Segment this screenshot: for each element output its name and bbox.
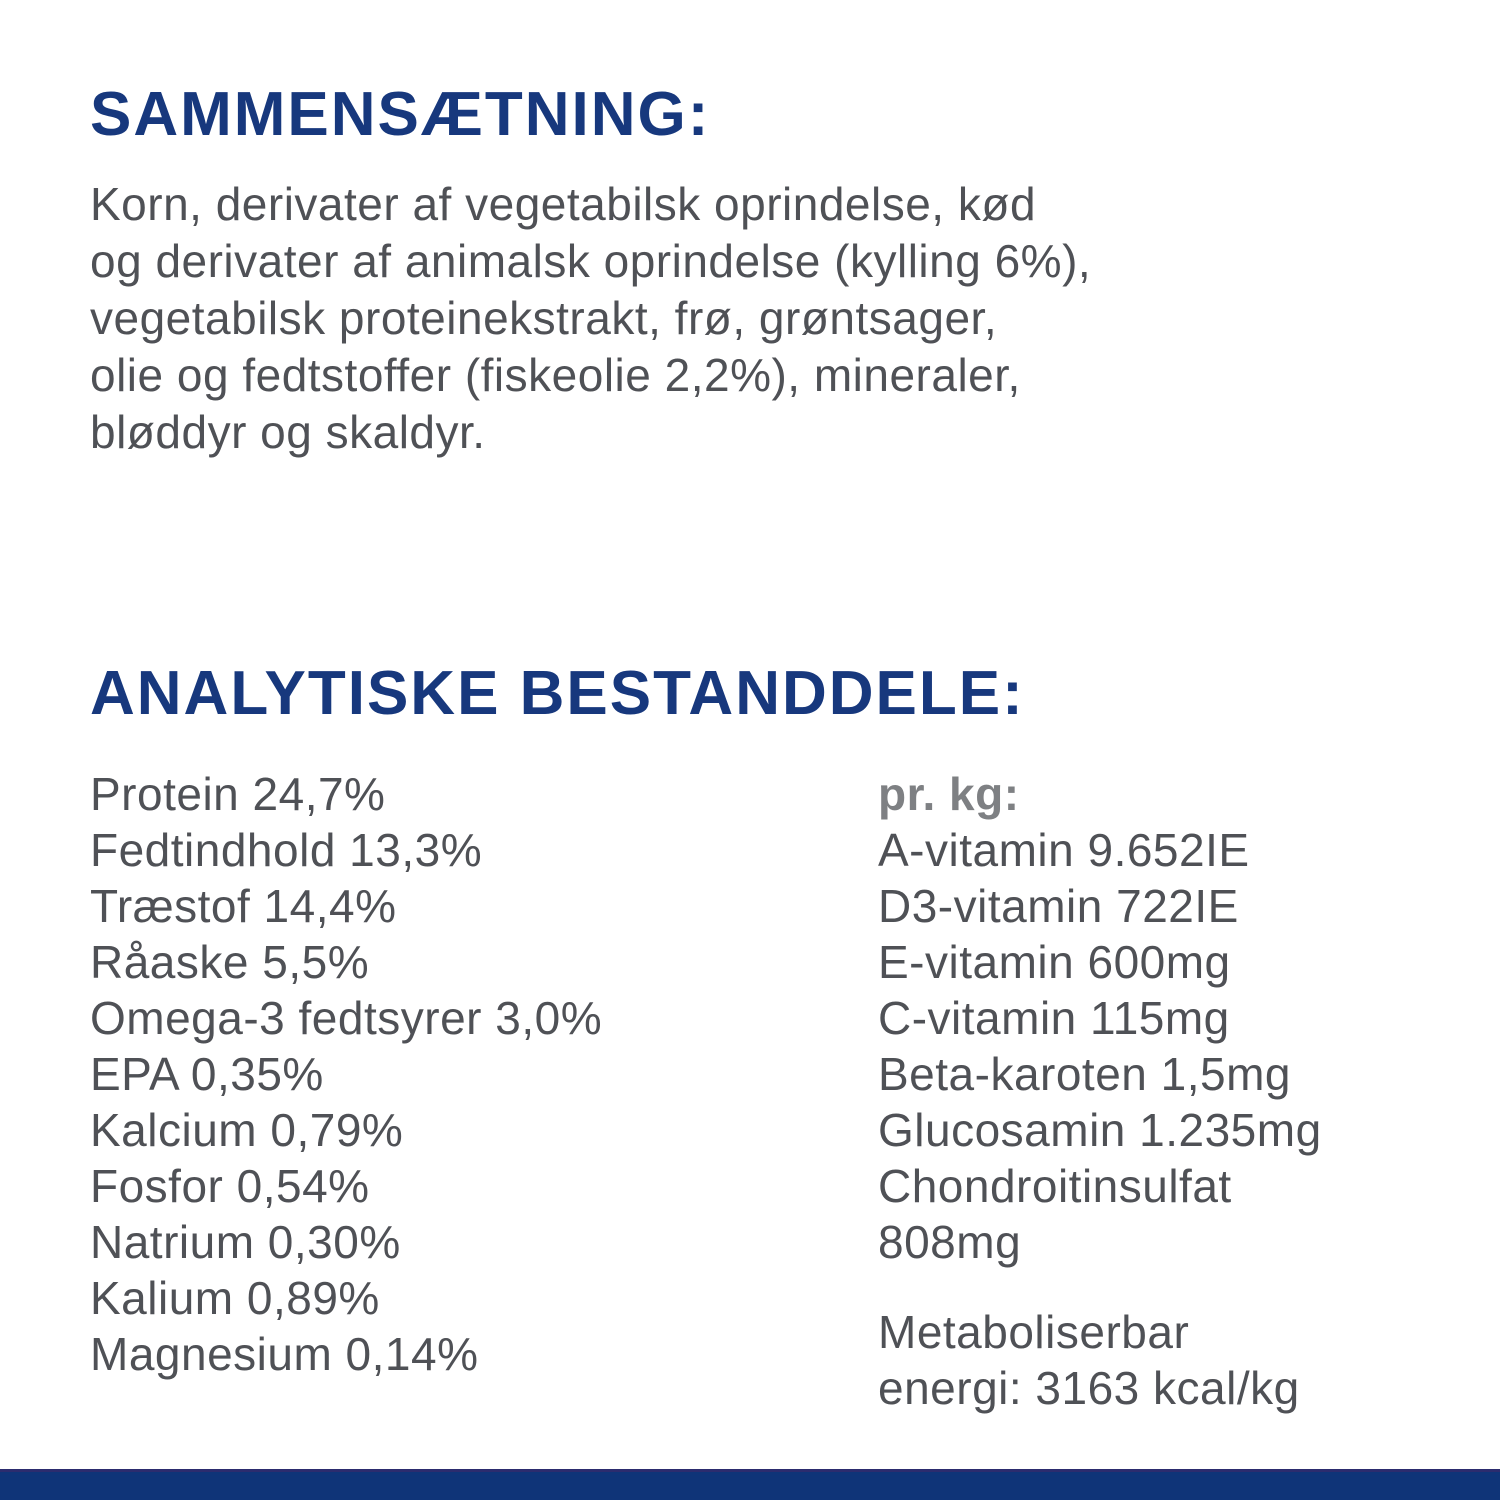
vitamin-value-line: Beta-karoten 1,5mg (878, 1048, 1292, 1100)
analytical-value-line: EPA 0,35% (90, 1048, 324, 1100)
vitamin-value-line: 808mg (878, 1216, 1022, 1268)
composition-text-line: olie og fedtstoffer (fiskeolie 2,2%), mineraler, (90, 349, 1021, 401)
analytical-value-line: Kalium 0,89% (90, 1272, 380, 1324)
analytical-value-line: Protein 24,7% (90, 768, 386, 820)
analytical-section-title: ANALYTISKE BESTANDDELE: (90, 659, 1025, 728)
analytical-value-line: Fosfor 0,54% (90, 1160, 370, 1212)
footer-brand-bar (0, 1469, 1500, 1500)
composition-ingredients-text (90, 176, 1450, 461)
analytical-value-line: Omega-3 fedtsyrer 3,0% (90, 992, 603, 1044)
vitamins-list (878, 822, 1438, 1270)
composition-text-line: bløddyr og skaldyr. (90, 406, 486, 458)
analytical-value-line: Magnesium 0,14% (90, 1328, 479, 1380)
composition-text-line: og derivater af animalsk oprindelse (kylling 6%), (90, 235, 1092, 287)
analytical-values-list (90, 766, 850, 1382)
vitamin-value-line: Glucosamin 1.235mg (878, 1104, 1322, 1156)
energy-text-line: energi: 3163 kcal/kg (878, 1362, 1300, 1414)
vitamin-value-line: C-vitamin 115mg (878, 992, 1230, 1044)
composition-text-line: Korn, derivater af vegetabilsk oprindelse, kød (90, 178, 1037, 230)
analytical-value-line: Kalcium 0,79% (90, 1104, 404, 1156)
composition-section-title: SAMMENSÆTNING: (90, 80, 711, 149)
vitamin-value-line: D3-vitamin 722IE (878, 880, 1239, 932)
analytical-value-line: Fedtindhold 13,3% (90, 824, 483, 876)
per-kg-label: pr. kg: (878, 768, 1020, 820)
analytical-value-line: Natrium 0,30% (90, 1216, 401, 1268)
analytical-value-line: Råaske 5,5% (90, 936, 370, 988)
analytical-left-column (90, 766, 850, 1382)
energy-text-line: Metaboliserbar (878, 1306, 1190, 1358)
vitamin-value-line: E-vitamin 600mg (878, 936, 1231, 988)
metabolizable-energy-text (878, 1304, 1438, 1416)
analytical-value-line: Træstof 14,4% (90, 880, 397, 932)
vitamin-value-line: A-vitamin 9.652IE (878, 824, 1250, 876)
composition-text-line: vegetabilsk proteinekstrakt, frø, grøntsager, (90, 292, 998, 344)
analytical-right-column (878, 766, 1438, 1416)
vitamin-value-line: Chondroitinsulfat (878, 1160, 1232, 1212)
